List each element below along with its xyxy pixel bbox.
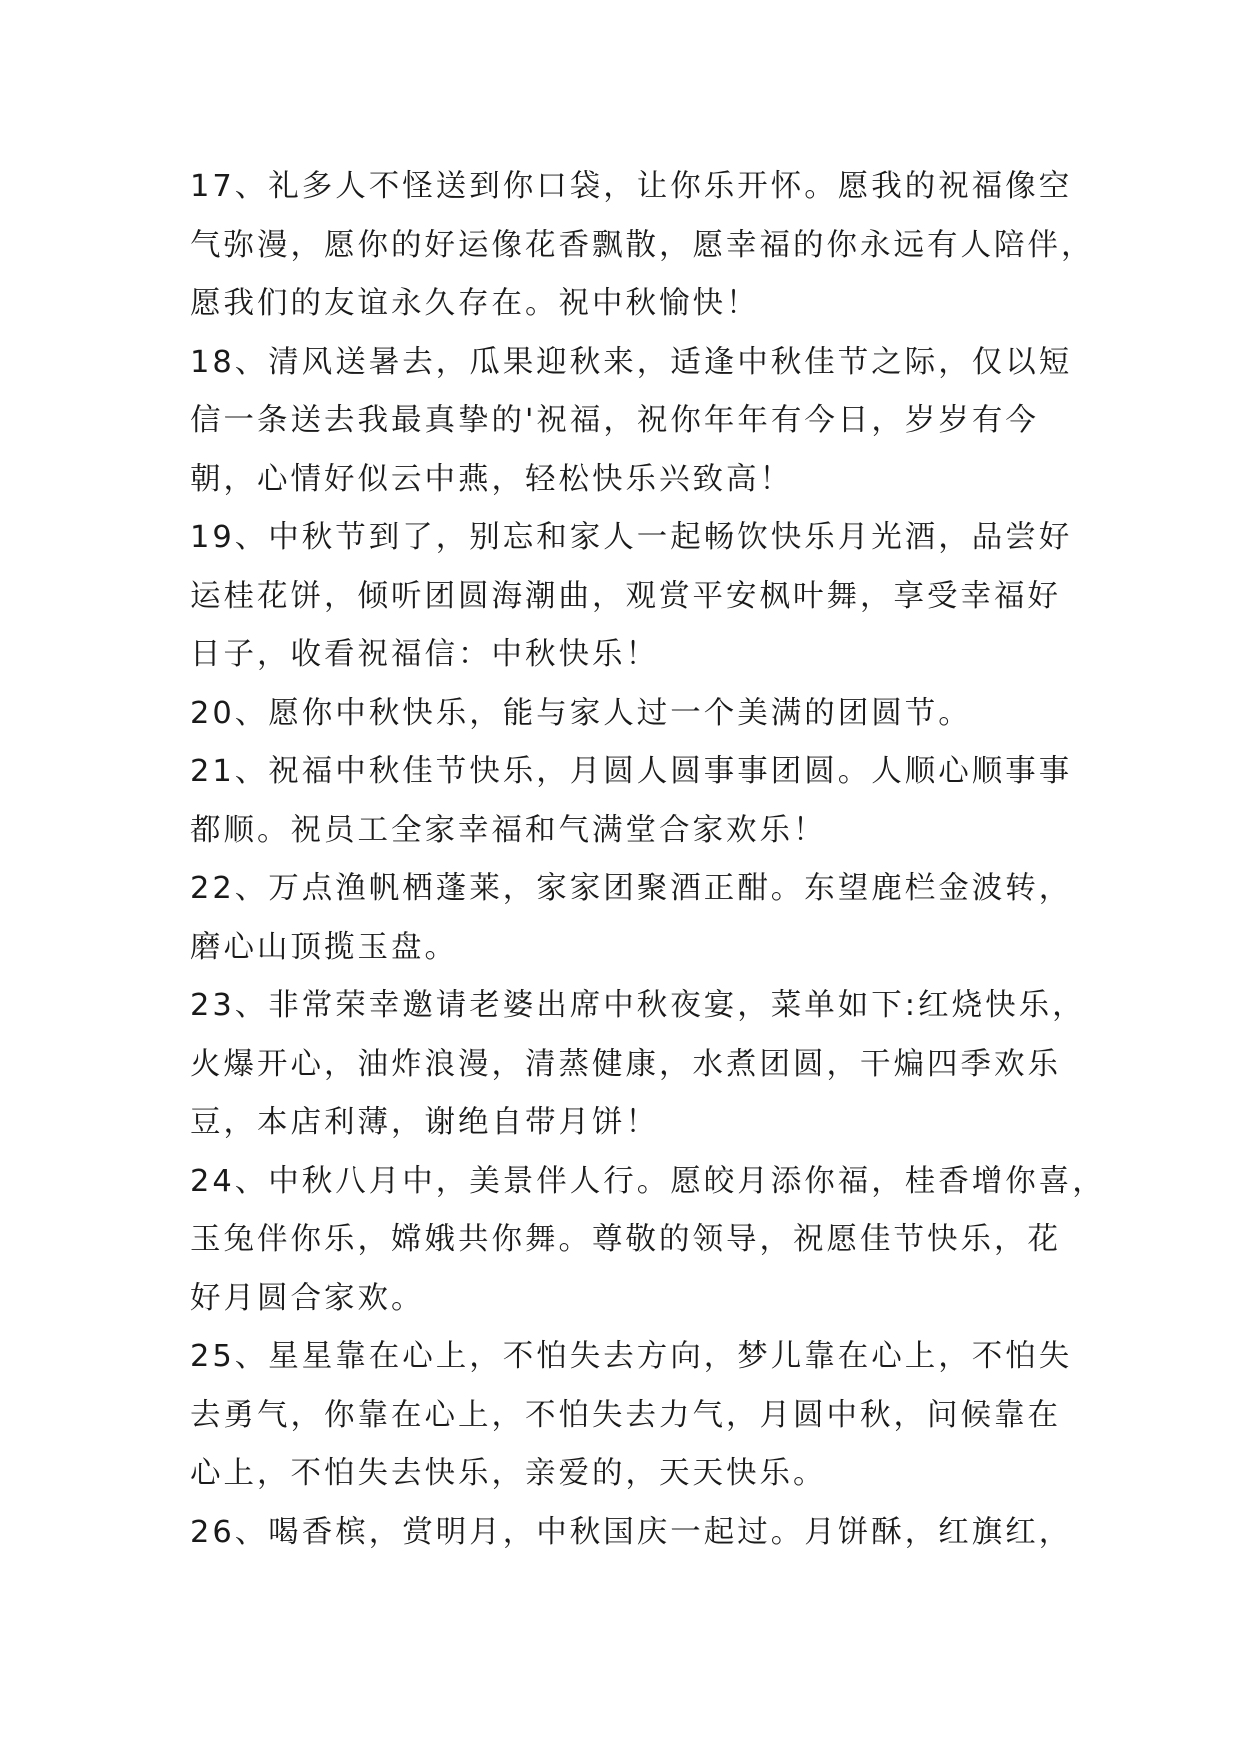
text-line-19: 玉兔伴你乐，嫦娥共你舞。尊敬的领导，祝愿佳节快乐，花 bbox=[190, 1222, 1061, 1257]
text-line-14: 磨心山顶揽玉盘。 bbox=[190, 929, 458, 965]
text-line-16: 火爆开心，油炸浪漫，清蒸健康，水煮团圆，干煸四季欢乐 bbox=[190, 1046, 1061, 1082]
text-line-8: 运桂花饼，倾听团圆海潮曲，观赏平安枫叶舞，享受幸福好 bbox=[190, 578, 1061, 614]
text-line-9: 日子，收看祝福信：中秋快乐！ bbox=[190, 637, 659, 672]
text-line-18: 24、中秋八月中，美景伴人行。愿皎月添你福，桂香增你喜， bbox=[190, 1163, 1106, 1199]
text-line-10: 20、愿你中秋快乐，能与家人过一个美满的团圆节。 bbox=[190, 695, 972, 731]
text-line-11: 21、祝福中秋佳节快乐，月圆人圆事事团圆。人顺心顺事事 bbox=[190, 754, 1073, 789]
text-line-6: 朝，心情好似云中燕，轻松快乐兴致高！ bbox=[190, 461, 793, 497]
text-line-3: 愿我们的友谊永久存在。祝中秋愉快！ bbox=[190, 286, 760, 321]
text-line-13: 22、万点渔帆栖蓬莱，家家团聚酒正酣。东望鹿栏金波转， bbox=[190, 871, 1073, 906]
text-line-22: 去勇气，你靠在心上，不怕失去力气，月圆中秋，问候靠在 bbox=[190, 1397, 1061, 1433]
text-line-21: 25、星星靠在心上，不怕失去方向，梦儿靠在心上，不怕失 bbox=[190, 1339, 1073, 1374]
text-line-24: 26、喝香槟，赏明月，中秋国庆一起过。月饼酥，红旗红， bbox=[190, 1514, 1073, 1550]
text-line-20: 好月圆合家欢。 bbox=[190, 1280, 425, 1316]
text-line-12: 都顺。祝员工全家幸福和气满堂合家欢乐！ bbox=[190, 812, 827, 848]
text-line-7: 19、中秋节到了，别忘和家人一起畅饮快乐月光酒，品尝好 bbox=[190, 520, 1073, 555]
text-line-15: 23、非常荣幸邀请老婆出席中秋夜宴，菜单如下:红烧快乐， bbox=[190, 988, 1086, 1023]
text-line-1: 17、礼多人不怪送到你口袋，让你乐开怀。愿我的祝福像空 bbox=[190, 169, 1073, 204]
text-line-5: 信一条送去我最真挚的'祝福，祝你年年有今日，岁岁有今 bbox=[190, 403, 1039, 438]
document-body bbox=[190, 158, 1106, 1562]
text-line-17: 豆，本店利薄，谢绝自带月饼！ bbox=[190, 1105, 659, 1140]
text-line-23: 心上，不怕失去快乐，亲爱的，天天快乐。 bbox=[190, 1456, 827, 1491]
text-line-4: 18、清风送暑去，瓜果迎秋来，适逢中秋佳节之际，仅以短 bbox=[190, 344, 1073, 380]
text-line-2: 气弥漫，愿你的好运像花香飘散，愿幸福的你永远有人陪伴， bbox=[190, 227, 1095, 263]
